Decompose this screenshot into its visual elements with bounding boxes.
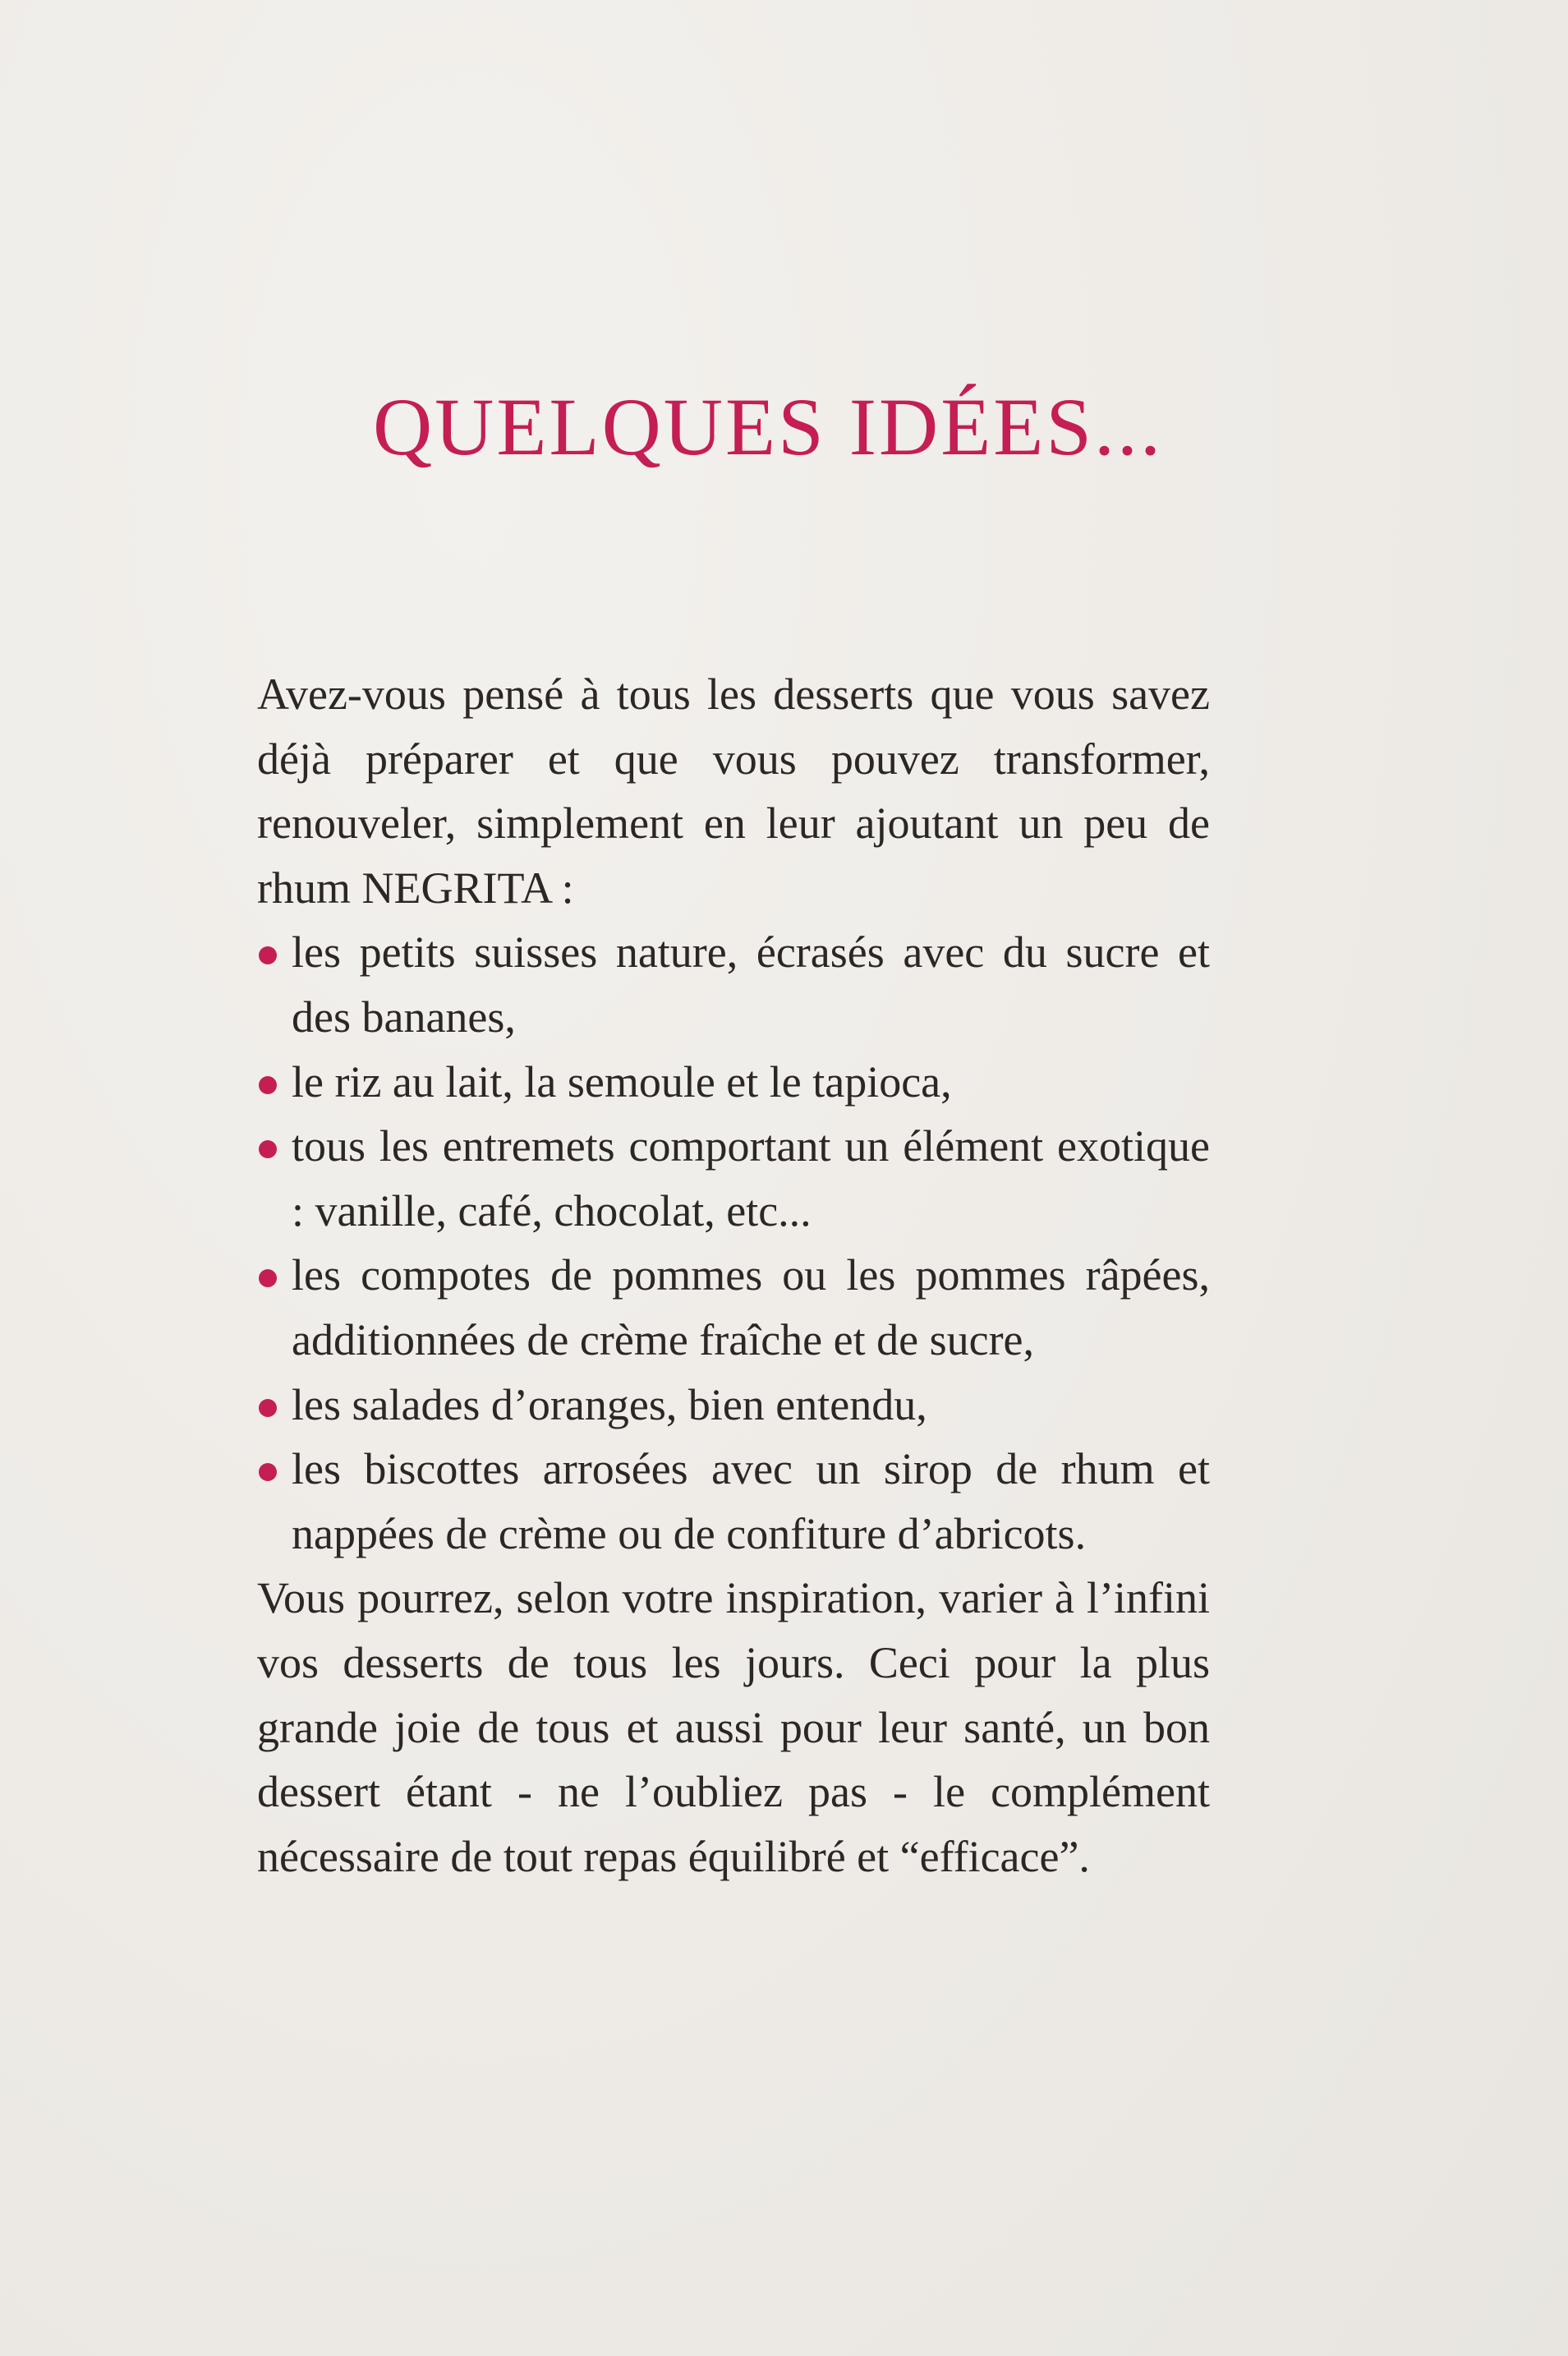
intro-paragraph: Avez-vous pensé à tous les desserts que vous savez déjà préparer et que vous pouvez transformer, renouveler, simplement en leur ajoutant un peu de rhum NEGRITA : — [257, 670, 1210, 913]
list-item — [257, 920, 1210, 1049]
bullet-dot-icon — [259, 1140, 277, 1158]
list-item — [257, 1373, 1210, 1438]
body-text — [257, 662, 1210, 1889]
bullet-dot-icon — [259, 1463, 277, 1481]
closing-paragraph: Vous pourrez, selon votre inspiration, varier à l’infini vos desserts de tous les jours. Ceci pour la plus grande joie de tous et aussi pour leur santé, un bon dessert étant - ne l’oubliez pas - le complément nécessaire de tout repas équilibré et “efficace”. — [257, 1573, 1210, 1881]
page-title: QUELQUES IDÉES... — [372, 381, 1164, 472]
bullet-dot-icon — [259, 946, 277, 964]
bullet-dot-icon — [259, 1399, 277, 1417]
list-item-text: tous les entremets comportant un élément exotique : vanille, café, chocolat, etc... — [292, 1121, 1210, 1236]
list-item-text: le riz au lait, la semoule et le tapioca, — [292, 1056, 952, 1107]
list-item — [257, 1114, 1210, 1243]
list-item-text: les compotes de pommes ou les pommes râpées, additionnées de crème fraîche et de sucre, — [292, 1250, 1210, 1364]
list-item — [257, 1243, 1210, 1372]
list-item — [257, 1050, 1210, 1115]
list-item-text: les biscottes arrosées avec un sirop de rhum et nappées de crème ou de confiture d’abricots. — [292, 1444, 1210, 1558]
idea-list — [257, 920, 1210, 1566]
list-item-text: les salades d’oranges, bien entendu, — [292, 1379, 927, 1429]
bullet-dot-icon — [259, 1269, 277, 1287]
list-item-text: les petits suisses nature, écrasés avec du sucre et des bananes, — [292, 927, 1210, 1042]
list-item — [257, 1437, 1210, 1566]
bullet-dot-icon — [259, 1076, 277, 1094]
